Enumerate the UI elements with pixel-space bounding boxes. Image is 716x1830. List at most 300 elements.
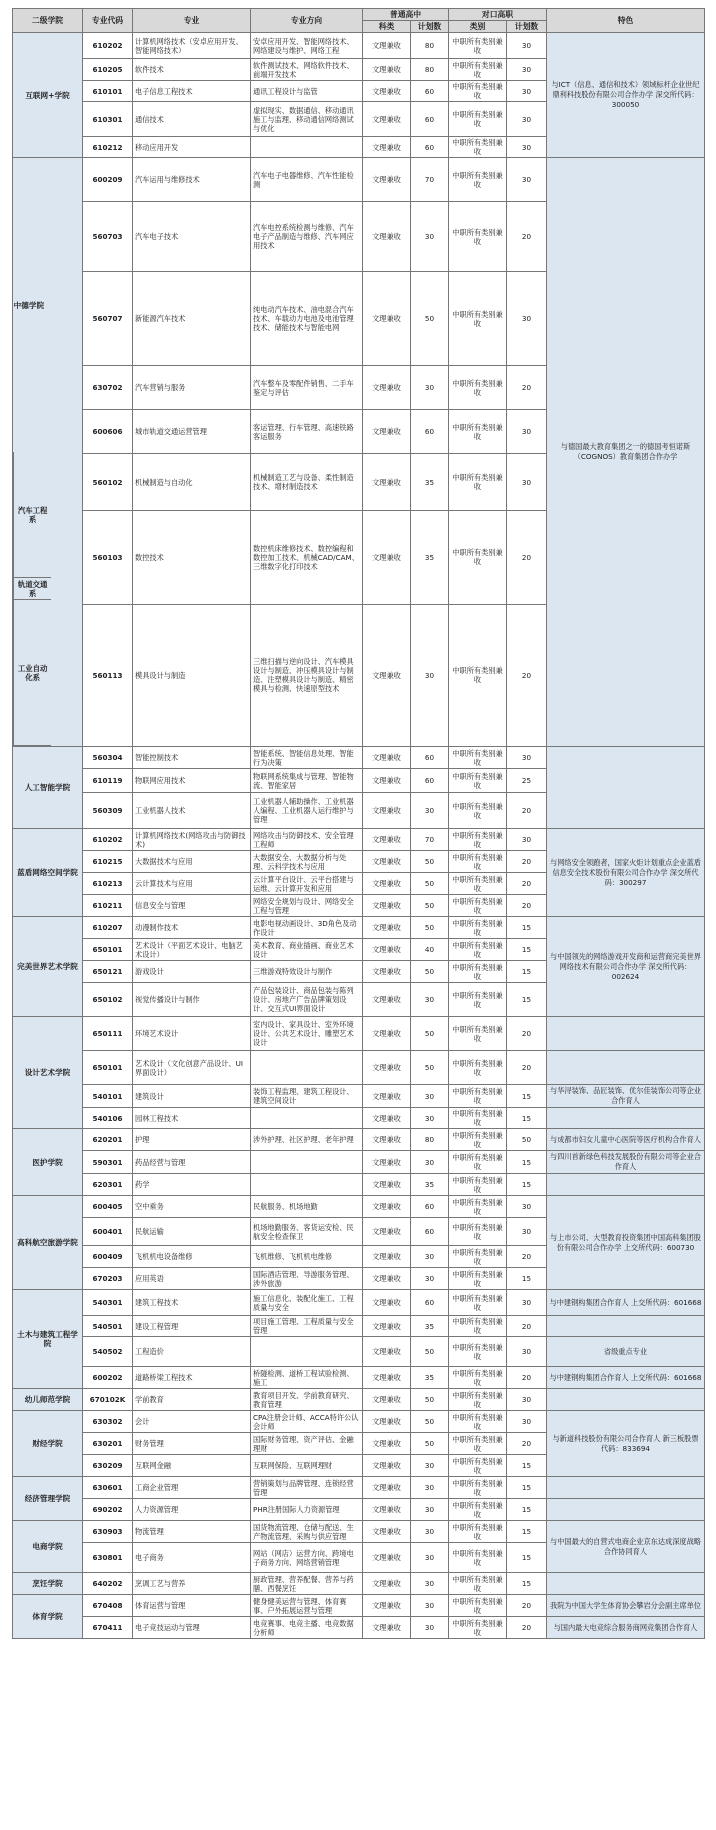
vocational-type: 中职所有类别兼收	[449, 1573, 507, 1595]
major-name: 财务管理	[133, 1433, 251, 1455]
college-name: 电商学院	[13, 1521, 83, 1573]
vocational-plan: 30	[507, 102, 547, 137]
general-subject: 文理兼收	[363, 59, 411, 81]
vocational-type: 中职所有类别兼收	[449, 1268, 507, 1290]
major-direction: 虚拟现实、数据通信、移动通讯施工与监理、移动通信网络测试与优化	[251, 102, 363, 137]
general-plan: 50	[411, 272, 449, 366]
general-plan: 50	[411, 1411, 449, 1433]
major-code: 600405	[83, 1196, 133, 1218]
vocational-type: 中职所有类别兼收	[449, 829, 507, 851]
major-name: 电子信息工程技术	[133, 81, 251, 102]
general-plan: 80	[411, 59, 449, 81]
general-subject: 文理兼收	[363, 1290, 411, 1316]
vocational-plan: 15	[507, 1521, 547, 1543]
general-plan: 30	[411, 1246, 449, 1268]
row-feature: 与国内最大电竞综合服务商网竞集团合作育人	[547, 1617, 705, 1639]
general-subject: 文理兼收	[363, 1477, 411, 1499]
vocational-plan: 20	[507, 1246, 547, 1268]
general-subject: 文理兼收	[363, 202, 411, 272]
major-direction: 客运管理、行车管理、高速铁路客运服务	[251, 410, 363, 454]
major-code: 610212	[83, 137, 133, 158]
major-code: 540501	[83, 1316, 133, 1337]
vocational-type: 中职所有类别兼收	[449, 939, 507, 961]
college-feature: 与中国领先的网络游戏开发商和运营商完美世界网络技术有限公司合作办学 深交所代码：002624	[547, 917, 705, 1017]
general-plan: 80	[411, 33, 449, 59]
vocational-type: 中职所有类别兼收	[449, 137, 507, 158]
vocational-type: 中职所有类别兼收	[449, 1595, 507, 1617]
vocational-type: 中职所有类别兼收	[449, 1051, 507, 1085]
general-subject: 文理兼收	[363, 137, 411, 158]
college-feature: 与网络安全领跑者，国家火炬计划重点企业蓝盾信息安全技术股份有限公司合作办学 深交所代码：300297	[547, 829, 705, 917]
major-direction: 云计算平台设计、云平台搭建与运维、云计算开发和应用	[251, 873, 363, 895]
major-direction: 安卓应用开发、智能网络技术、网络建设与维护、网络工程	[251, 33, 363, 59]
major-code: 630801	[83, 1543, 133, 1573]
general-plan: 30	[411, 1595, 449, 1617]
general-subject: 文理兼收	[363, 1521, 411, 1543]
vocational-plan: 20	[507, 1316, 547, 1337]
college-feature: 与ICT（信息、通信和技术）领域标杆企业世纪鼎利科技股份有限公司合作办学 深交所代码：300050	[547, 33, 705, 158]
general-plan: 35	[411, 454, 449, 510]
row-feature: 我院为中国大学生体育协会攀岩分会副主席单位	[547, 1595, 705, 1617]
major-direction: 项目施工管理、工程质量与安全管理	[251, 1316, 363, 1337]
row-feature: 与中建钢构集团合作育人 上交所代码：601668	[547, 1367, 705, 1389]
vocational-plan: 30	[507, 59, 547, 81]
vocational-type: 中职所有类别兼收	[449, 1367, 507, 1389]
vocational-type: 中职所有类别兼收	[449, 1151, 507, 1174]
major-direction: 网络攻击与防御技术、安全管理工程师	[251, 829, 363, 851]
major-name: 烹调工艺与营养	[133, 1573, 251, 1595]
general-plan: 80	[411, 1129, 449, 1151]
vocational-type: 中职所有类别兼收	[449, 1218, 507, 1246]
vocational-plan: 15	[507, 1455, 547, 1477]
general-plan: 50	[411, 1389, 449, 1411]
vocational-plan: 30	[507, 829, 547, 851]
header-college: 二级学院	[13, 9, 83, 33]
major-direction: 涉外护理、社区护理、老年护理	[251, 1129, 363, 1151]
major-code: 560304	[83, 747, 133, 769]
general-plan: 60	[411, 102, 449, 137]
major-direction: 三维扫描与逆向设计、汽车模具设计与制造、冲压模具设计与制造、注塑模具设计与制造、精密模具与检测、快速原型技术	[251, 604, 363, 746]
vocational-plan: 20	[507, 366, 547, 410]
major-name: 汽车电子技术	[133, 202, 251, 272]
college-name: 人工智能学院	[13, 747, 83, 829]
general-subject: 文理兼收	[363, 895, 411, 917]
general-plan: 70	[411, 829, 449, 851]
general-subject: 文理兼收	[363, 1174, 411, 1196]
major-direction: 网络安全规划与设计、网络安全工程与管理	[251, 895, 363, 917]
table-row	[13, 1499, 705, 1521]
vocational-plan: 15	[507, 983, 547, 1017]
major-direction: 网站（网店）运营方向、跨境电子商务方向、网络营销管理	[251, 1543, 363, 1573]
general-plan: 50	[411, 895, 449, 917]
general-plan: 30	[411, 1617, 449, 1639]
major-direction: 室内设计、家具设计、室外环境设计、公共艺术设计、雕塑艺术设计	[251, 1017, 363, 1051]
major-code: 650102	[83, 983, 133, 1017]
general-plan: 50	[411, 873, 449, 895]
general-subject: 文理兼收	[363, 410, 411, 454]
general-subject: 文理兼收	[363, 917, 411, 939]
general-subject: 文理兼收	[363, 1316, 411, 1337]
general-plan: 30	[411, 1477, 449, 1499]
major-direction: PHR注册国际人力资源管理	[251, 1499, 363, 1521]
general-plan: 50	[411, 1337, 449, 1367]
row-feature: 与四川首新绿色科技发展股份有限公司等企业合作育人	[547, 1151, 705, 1174]
header-general-subject: 科类	[363, 21, 411, 33]
major-direction: 民航服务、机场地勤	[251, 1196, 363, 1218]
general-plan: 30	[411, 366, 449, 410]
department-column	[13, 452, 51, 746]
major-code: 540301	[83, 1290, 133, 1316]
major-direction: 大数据安全、大数据分析与处理、云科学技术与应用	[251, 851, 363, 873]
general-subject: 文理兼收	[363, 1108, 411, 1129]
vocational-type: 中职所有类别兼收	[449, 1337, 507, 1367]
general-subject: 文理兼收	[363, 158, 411, 202]
general-plan: 30	[411, 1268, 449, 1290]
general-plan: 35	[411, 1367, 449, 1389]
general-plan: 30	[411, 1085, 449, 1108]
general-subject: 文理兼收	[363, 1085, 411, 1108]
vocational-type: 中职所有类别兼收	[449, 1411, 507, 1433]
major-direction: 机场地勤服务、客货运安检、民航安全检查保卫	[251, 1218, 363, 1246]
general-subject: 文理兼收	[363, 939, 411, 961]
table-row	[13, 1367, 705, 1389]
department-name: 轨道交通系	[14, 578, 51, 600]
table-row	[13, 1573, 705, 1595]
vocational-plan: 15	[507, 961, 547, 983]
major-direction: 通讯工程设计与监管	[251, 81, 363, 102]
general-plan: 30	[411, 1573, 449, 1595]
table-row	[13, 747, 705, 769]
general-plan: 60	[411, 1290, 449, 1316]
vocational-type: 中职所有类别兼收	[449, 983, 507, 1017]
major-direction: 健身健美运营与管理、体育赛事、户外拓展运营与管理	[251, 1595, 363, 1617]
general-subject: 文理兼收	[363, 1499, 411, 1521]
general-subject: 文理兼收	[363, 769, 411, 793]
major-name: 计算机网络技术（安卓应用开发、智能网络技术）	[133, 33, 251, 59]
general-subject: 文理兼收	[363, 1595, 411, 1617]
vocational-plan: 15	[507, 939, 547, 961]
major-name: 体育运营与管理	[133, 1595, 251, 1617]
major-name: 汽车营销与服务	[133, 366, 251, 410]
major-direction: 智能系统、智能信息处理、智能行为决策	[251, 747, 363, 769]
major-direction: 三维游戏特效设计与制作	[251, 961, 363, 983]
major-direction	[251, 1051, 363, 1085]
general-subject: 文理兼收	[363, 1543, 411, 1573]
vocational-plan: 20	[507, 1433, 547, 1455]
major-code: 610119	[83, 769, 133, 793]
vocational-plan: 20	[507, 604, 547, 746]
general-subject: 文理兼收	[363, 510, 411, 604]
table-row	[13, 1051, 705, 1085]
major-name: 建设工程管理	[133, 1316, 251, 1337]
vocational-plan: 30	[507, 1389, 547, 1411]
major-direction: 产品包装设计、商品包装与陈列设计、房地产广告品牌策划设计、交互式UI界面设计	[251, 983, 363, 1017]
vocational-plan: 20	[507, 202, 547, 272]
general-subject: 文理兼收	[363, 1367, 411, 1389]
major-code: 650101	[83, 939, 133, 961]
major-direction	[251, 137, 363, 158]
general-subject: 文理兼收	[363, 829, 411, 851]
vocational-plan: 25	[507, 769, 547, 793]
major-name: 视觉传播设计与制作	[133, 983, 251, 1017]
vocational-type: 中职所有类别兼收	[449, 410, 507, 454]
vocational-type: 中职所有类别兼收	[449, 1290, 507, 1316]
general-subject: 文理兼收	[363, 1196, 411, 1218]
major-name: 大数据技术与应用	[133, 851, 251, 873]
college-feature: 与新道科技股份有限公司合作育人 新三板股票代码：833694	[547, 1411, 705, 1477]
major-direction: 国际酒店管理、导游服务管理、涉外旅游	[251, 1268, 363, 1290]
major-name: 云计算技术与应用	[133, 873, 251, 895]
major-direction: 教育项目开发、学前教育研究、教育管理	[251, 1389, 363, 1411]
major-code: 560102	[83, 454, 133, 510]
college-name: 设计艺术学院	[13, 1017, 83, 1129]
college-feature: 与德国最大教育集团之一的德国考恒诺斯（COGNOS）教育集团合作办学	[547, 158, 705, 747]
general-subject: 文理兼收	[363, 366, 411, 410]
vocational-type: 中职所有类别兼收	[449, 1108, 507, 1129]
header-vocational: 对口高职	[449, 9, 547, 21]
major-code: 630302	[83, 1411, 133, 1433]
major-code: 630702	[83, 366, 133, 410]
general-subject: 文理兼收	[363, 1389, 411, 1411]
general-subject: 文理兼收	[363, 983, 411, 1017]
major-direction	[251, 1151, 363, 1174]
college-name: 高科航空旅游学院	[13, 1196, 83, 1290]
row-feature	[547, 1051, 705, 1085]
major-code: 670203	[83, 1268, 133, 1290]
major-code: 610215	[83, 851, 133, 873]
vocational-type: 中职所有类别兼收	[449, 1477, 507, 1499]
college-name: 财经学院	[13, 1411, 83, 1477]
vocational-plan: 30	[507, 33, 547, 59]
vocational-type: 中职所有类别兼收	[449, 1455, 507, 1477]
row-feature: 与成都市妇女儿童中心医院等医疗机构合作育人	[547, 1129, 705, 1151]
major-direction	[251, 1337, 363, 1367]
major-name: 学前教育	[133, 1389, 251, 1411]
general-plan: 30	[411, 1151, 449, 1174]
vocational-plan: 30	[507, 137, 547, 158]
general-subject: 文理兼收	[363, 851, 411, 873]
general-plan: 30	[411, 1108, 449, 1129]
major-code: 610202	[83, 33, 133, 59]
college-name: 经济管理学院	[13, 1477, 83, 1521]
major-name: 计算机网络技术(网络攻击与防御技术)	[133, 829, 251, 851]
vocational-plan: 15	[507, 1573, 547, 1595]
row-feature	[547, 1174, 705, 1196]
major-name: 会计	[133, 1411, 251, 1433]
college-name: 互联网+学院	[13, 33, 83, 158]
table-row	[13, 1337, 705, 1367]
vocational-plan: 15	[507, 1543, 547, 1573]
header-row-1	[13, 9, 705, 21]
major-code: 670411	[83, 1617, 133, 1639]
vocational-type: 中职所有类别兼收	[449, 102, 507, 137]
major-code: 610211	[83, 895, 133, 917]
college-name: 烹饪学院	[13, 1573, 83, 1595]
general-subject: 文理兼收	[363, 1268, 411, 1290]
major-direction	[251, 1174, 363, 1196]
major-name: 信息安全与管理	[133, 895, 251, 917]
college-feature: 与中国最大的自营式电商企业京东达成深度战略合作协同育人	[547, 1521, 705, 1573]
major-name: 艺术设计（文化创意产品设计、UI界面设计）	[133, 1051, 251, 1085]
vocational-type: 中职所有类别兼收	[449, 1174, 507, 1196]
major-direction: 物联网系统集成与管理、智能物流、智能家居	[251, 769, 363, 793]
vocational-plan: 30	[507, 158, 547, 202]
major-code: 610207	[83, 917, 133, 939]
row-feature	[547, 1477, 705, 1499]
major-name: 智能控制技术	[133, 747, 251, 769]
row-feature	[547, 1017, 705, 1051]
vocational-type: 中职所有类别兼收	[449, 158, 507, 202]
major-name: 人力资源管理	[133, 1499, 251, 1521]
vocational-type: 中职所有类别兼收	[449, 1085, 507, 1108]
vocational-plan: 30	[507, 1411, 547, 1433]
major-direction: 施工信息化、装配化施工、工程质量与安全	[251, 1290, 363, 1316]
general-plan: 30	[411, 1521, 449, 1543]
general-plan: 50	[411, 961, 449, 983]
major-direction: 工业机器人辅助操作、工业机器人编程、工业机器人运行维护与管理	[251, 793, 363, 829]
general-plan: 50	[411, 1017, 449, 1051]
major-name: 建筑工程技术	[133, 1290, 251, 1316]
major-direction: 营销策划与品牌管理、连锁经营管理	[251, 1477, 363, 1499]
major-direction: 装饰工程监理、建筑工程设计、建筑空间设计	[251, 1085, 363, 1108]
table-row	[13, 1085, 705, 1108]
row-feature: 与中建钢构集团合作育人 上交所代码：601668	[547, 1290, 705, 1316]
table-row	[13, 1129, 705, 1151]
vocational-plan: 20	[507, 510, 547, 604]
major-name: 新能源汽车技术	[133, 272, 251, 366]
general-plan: 30	[411, 793, 449, 829]
general-subject: 文理兼收	[363, 604, 411, 746]
header-vocational-type: 类别	[449, 21, 507, 33]
vocational-plan: 15	[507, 917, 547, 939]
header-general-plan: 计划数	[411, 21, 449, 33]
general-subject: 文理兼收	[363, 793, 411, 829]
major-name: 互联网金融	[133, 1455, 251, 1477]
general-plan: 50	[411, 917, 449, 939]
major-name: 模具设计与制造	[133, 604, 251, 746]
college-name-label: 中德学院	[13, 300, 45, 310]
general-subject: 文理兼收	[363, 873, 411, 895]
major-name: 药品经营与管理	[133, 1151, 251, 1174]
general-plan: 30	[411, 604, 449, 746]
major-direction: 汽车整车及零配件销售、二手车鉴定与评估	[251, 366, 363, 410]
major-name: 软件技术	[133, 59, 251, 81]
header-code: 专业代码	[83, 9, 133, 33]
vocational-plan: 15	[507, 1499, 547, 1521]
major-code: 610213	[83, 873, 133, 895]
major-direction: 电竞赛事、电竞主播、电竞数据分析师	[251, 1617, 363, 1639]
major-name: 移动应用开发	[133, 137, 251, 158]
major-direction: 美术教育、商业插画、商业艺术设计	[251, 939, 363, 961]
general-subject: 文理兼收	[363, 1151, 411, 1174]
general-subject: 文理兼收	[363, 1129, 411, 1151]
college-name: 土木与建筑工程学院	[13, 1290, 83, 1389]
general-plan: 70	[411, 158, 449, 202]
table-row	[13, 1290, 705, 1316]
general-plan: 60	[411, 81, 449, 102]
major-code: 630903	[83, 1521, 133, 1543]
major-direction: 互联网保险、互联网理财	[251, 1455, 363, 1477]
major-code: 620201	[83, 1129, 133, 1151]
header-vocational-plan: 计划数	[507, 21, 547, 33]
major-code: 630601	[83, 1477, 133, 1499]
major-code: 610202	[83, 829, 133, 851]
vocational-type: 中职所有类别兼收	[449, 747, 507, 769]
vocational-plan: 15	[507, 1151, 547, 1174]
table-row	[13, 1595, 705, 1617]
vocational-plan: 20	[507, 873, 547, 895]
vocational-type: 中职所有类别兼收	[449, 272, 507, 366]
major-code: 560703	[83, 202, 133, 272]
general-plan: 35	[411, 1316, 449, 1337]
table-row	[13, 1174, 705, 1196]
vocational-plan: 20	[507, 1017, 547, 1051]
table-body	[13, 33, 705, 1639]
major-name: 游戏设计	[133, 961, 251, 983]
vocational-plan: 15	[507, 1108, 547, 1129]
department-name: 汽车工程系	[14, 452, 51, 578]
department-name: 工业自动化系	[14, 600, 51, 746]
major-name: 物联网应用技术	[133, 769, 251, 793]
vocational-plan: 15	[507, 1085, 547, 1108]
vocational-plan: 30	[507, 1196, 547, 1218]
general-subject: 文理兼收	[363, 272, 411, 366]
general-plan: 35	[411, 510, 449, 604]
vocational-plan: 20	[507, 1051, 547, 1085]
general-plan: 30	[411, 202, 449, 272]
major-direction	[251, 1108, 363, 1129]
general-plan: 30	[411, 1543, 449, 1573]
vocational-type: 中职所有类别兼收	[449, 81, 507, 102]
vocational-type: 中职所有类别兼收	[449, 917, 507, 939]
vocational-type: 中职所有类别兼收	[449, 604, 507, 746]
vocational-plan: 30	[507, 1290, 547, 1316]
general-subject: 文理兼收	[363, 1455, 411, 1477]
major-code: 670102K	[83, 1389, 133, 1411]
major-direction: 桥隧检测、道桥工程试验检测、施工	[251, 1367, 363, 1389]
major-code: 670408	[83, 1595, 133, 1617]
page-header-strip	[0, 0, 716, 8]
header-major: 专业	[133, 9, 251, 33]
vocational-type: 中职所有类别兼收	[449, 793, 507, 829]
college-name	[13, 158, 83, 747]
table-row	[13, 829, 705, 851]
general-plan: 30	[411, 983, 449, 1017]
major-code: 560103	[83, 510, 133, 604]
table-row	[13, 1411, 705, 1433]
major-code: 600606	[83, 410, 133, 454]
vocational-type: 中职所有类别兼收	[449, 1543, 507, 1573]
general-subject: 文理兼收	[363, 1617, 411, 1639]
vocational-type: 中职所有类别兼收	[449, 1196, 507, 1218]
table-row	[13, 1151, 705, 1174]
general-subject: 文理兼收	[363, 1411, 411, 1433]
vocational-plan: 20	[507, 1617, 547, 1639]
general-plan: 50	[411, 851, 449, 873]
major-name: 电子竞技运动与管理	[133, 1617, 251, 1639]
general-plan: 40	[411, 939, 449, 961]
vocational-plan: 20	[507, 895, 547, 917]
vocational-plan: 30	[507, 1337, 547, 1367]
major-name: 应用英语	[133, 1268, 251, 1290]
general-subject: 文理兼收	[363, 1017, 411, 1051]
major-name: 飞机机电设备维修	[133, 1246, 251, 1268]
general-subject: 文理兼收	[363, 1337, 411, 1367]
vocational-type: 中职所有类别兼收	[449, 366, 507, 410]
major-name: 工业机器人技术	[133, 793, 251, 829]
major-code: 640202	[83, 1573, 133, 1595]
major-direction: 纯电动汽车技术、油电混合汽车技术、车载动力电池及电池管理技术、储能技术与智能电网	[251, 272, 363, 366]
